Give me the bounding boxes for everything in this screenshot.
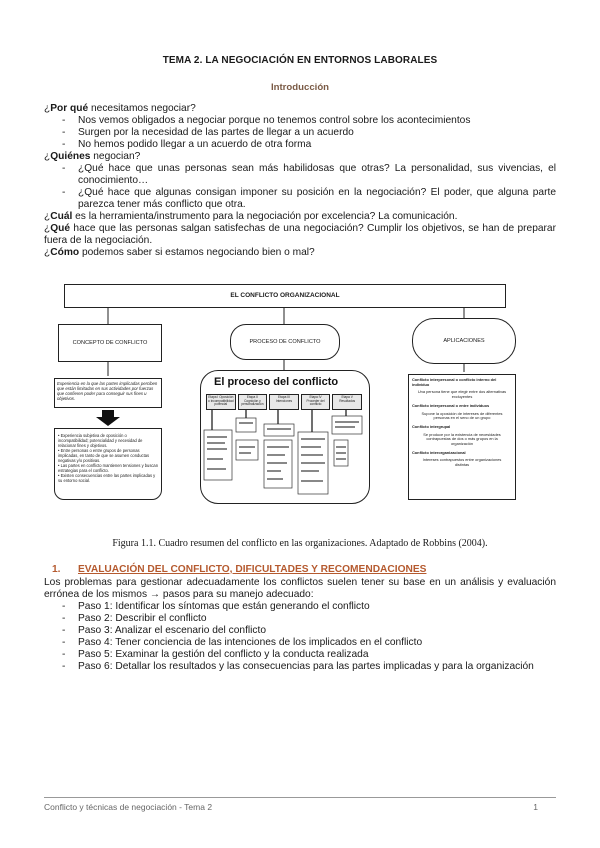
footer-text: Conflicto y técnicas de negociación - Tema 2 <box>44 802 213 812</box>
diagram-top-box: EL CONFLICTO ORGANIZACIONAL <box>64 284 506 308</box>
steps-list <box>44 601 556 673</box>
stage-box: Etapa V Resultados <box>332 394 362 410</box>
page-title: TEMA 2. LA NEGOCIACIÓN EN ENTORNOS LABORALES <box>162 55 438 66</box>
stage-box: Etapa IV Proceder del conflicto <box>301 394 331 410</box>
question-which: ¿Cuál es la herramienta/instrumento para la negociación por excelencia? La comunicación. <box>44 211 458 222</box>
diagram-concept-box: CONCEPTO DE CONFLICTO <box>58 324 162 362</box>
list-item: - Surgen por la necesidad de las partes de llegar a un acuerdo <box>44 127 556 139</box>
applications-panel <box>408 374 516 500</box>
question-what: ¿Qué hace que las personas salgan satisfechas de una negociación? Cumplir los objetivos, se han de preparar fuera de la negociación. <box>44 223 556 246</box>
diagram-process-box: PROCESO DE CONFLICTO <box>230 324 340 360</box>
figure-caption: Figura 1.1. Cuadro resumen del conflicto en las organizaciones. Adaptado de Robbins (2004). <box>112 538 488 549</box>
list-item: - ¿Qué hace que algunas consigan imponer su posición en la negociación? El poder, que alguna parte parezca tener más conflicto que otra. <box>44 187 556 211</box>
section-paragraph: Los problemas para gestionar adecuadamente los conflictos suelen tener su base en un análisis y evaluación errónea de los mismos → pasos para su manejo adecuado: <box>44 577 556 600</box>
app-detail: Intereses contrapuestos entre organizaciones distintas <box>422 457 502 468</box>
list-item: - Paso 2: Describir el conflicto <box>44 613 556 625</box>
app-heading: Conflicto interpersonal o entre individuos <box>412 402 490 408</box>
app-heading: Conflicto interorganizacional <box>412 449 466 455</box>
app-heading: Conflicto interpersonal o conflicto interno del individuo <box>412 377 497 387</box>
page-footer <box>44 802 556 812</box>
process-stages <box>206 394 362 410</box>
page-number: 1 <box>533 802 538 812</box>
app-heading: Conflicto intergrupal <box>412 423 451 429</box>
down-arrow-icon <box>96 410 120 426</box>
process-title: El proceso del conflicto <box>214 376 339 388</box>
conflict-diagram <box>48 280 516 532</box>
page-subtitle: Introducción <box>270 82 330 93</box>
section-heading: 1. EVALUACIÓN DEL CONFLICTO, DIFICULTADES Y RECOMENDACIONES <box>52 564 427 575</box>
concept-definition-box: Experiencia en la que las partes implicadas perciben que están limitadas en sus actividades por fuerzas que confieren poder para conseguir sus fines u objetivos. <box>54 378 162 408</box>
footer-divider <box>44 797 556 798</box>
concept-detail-box: • Experiencia subjetiva de oposición o incompatibilidad; potencialidad y necesidad de relacionar fines y objetivos. • Entre personas o entre grupos de personas implicadas, en tanto de que se asumen conductas negativas y/o positivas. • Las partes en conflicto mantienen tensiones y buscan estrategias para el conflicto. • Existen consecuencias entre las partes implicadas y su entorno social. <box>54 428 162 500</box>
app-detail: Supone la oposición de intereses de diferentes personas en el seno de un grupo <box>421 410 503 421</box>
why-list <box>44 115 556 151</box>
stage-box: Etapa II Cognición y personalización <box>238 394 268 410</box>
process-flow <box>200 410 368 500</box>
section-1 <box>44 564 556 673</box>
app-detail: Una persona tiene que elegir entre dos alternativas excluyentes <box>417 389 507 400</box>
list-item: - ¿Qué hace que unas personas sean más habilidosas que otras? La personalidad, sus vivencias, el conocimiento… <box>44 163 556 187</box>
app-detail: Se produce por la existencia de necesidades contrapuestas de dos o más grupos en la organización <box>423 431 501 447</box>
stage-box: Etapa III Intenciones <box>269 394 299 410</box>
intro-section <box>44 103 556 259</box>
list-item: - Nos vemos obligados a negociar porque no tenemos control sobre los acontecimientos <box>44 115 556 127</box>
list-item: - Paso 5: Examinar la gestión del conflicto y la conducta realizada <box>44 649 556 661</box>
list-item: - Paso 6: Detallar los resultados y las consecuencias para las partes implicadas y para la organización <box>44 661 556 673</box>
diagram-apps-box: APLICACIONES <box>412 318 516 364</box>
list-item: - Paso 4: Tener conciencia de las intenciones de los implicados en el conflicto <box>44 637 556 649</box>
who-list <box>44 163 556 211</box>
question-why: ¿Por qué necesitamos negociar? <box>44 103 196 114</box>
list-item: - Paso 3: Analizar el escenario del conflicto <box>44 625 556 637</box>
stage-box: Etapa I Oposición o incompatibilidad potencial <box>206 394 236 410</box>
question-how: ¿Cómo podemos saber si estamos negociando bien o mal? <box>44 247 315 258</box>
list-item: - Paso 1: Identificar los síntomas que están generando el conflicto <box>44 601 556 613</box>
list-item: - No hemos podido llegar a un acuerdo de otra forma <box>44 139 556 151</box>
question-who: ¿Quiénes negocian? <box>44 151 141 162</box>
